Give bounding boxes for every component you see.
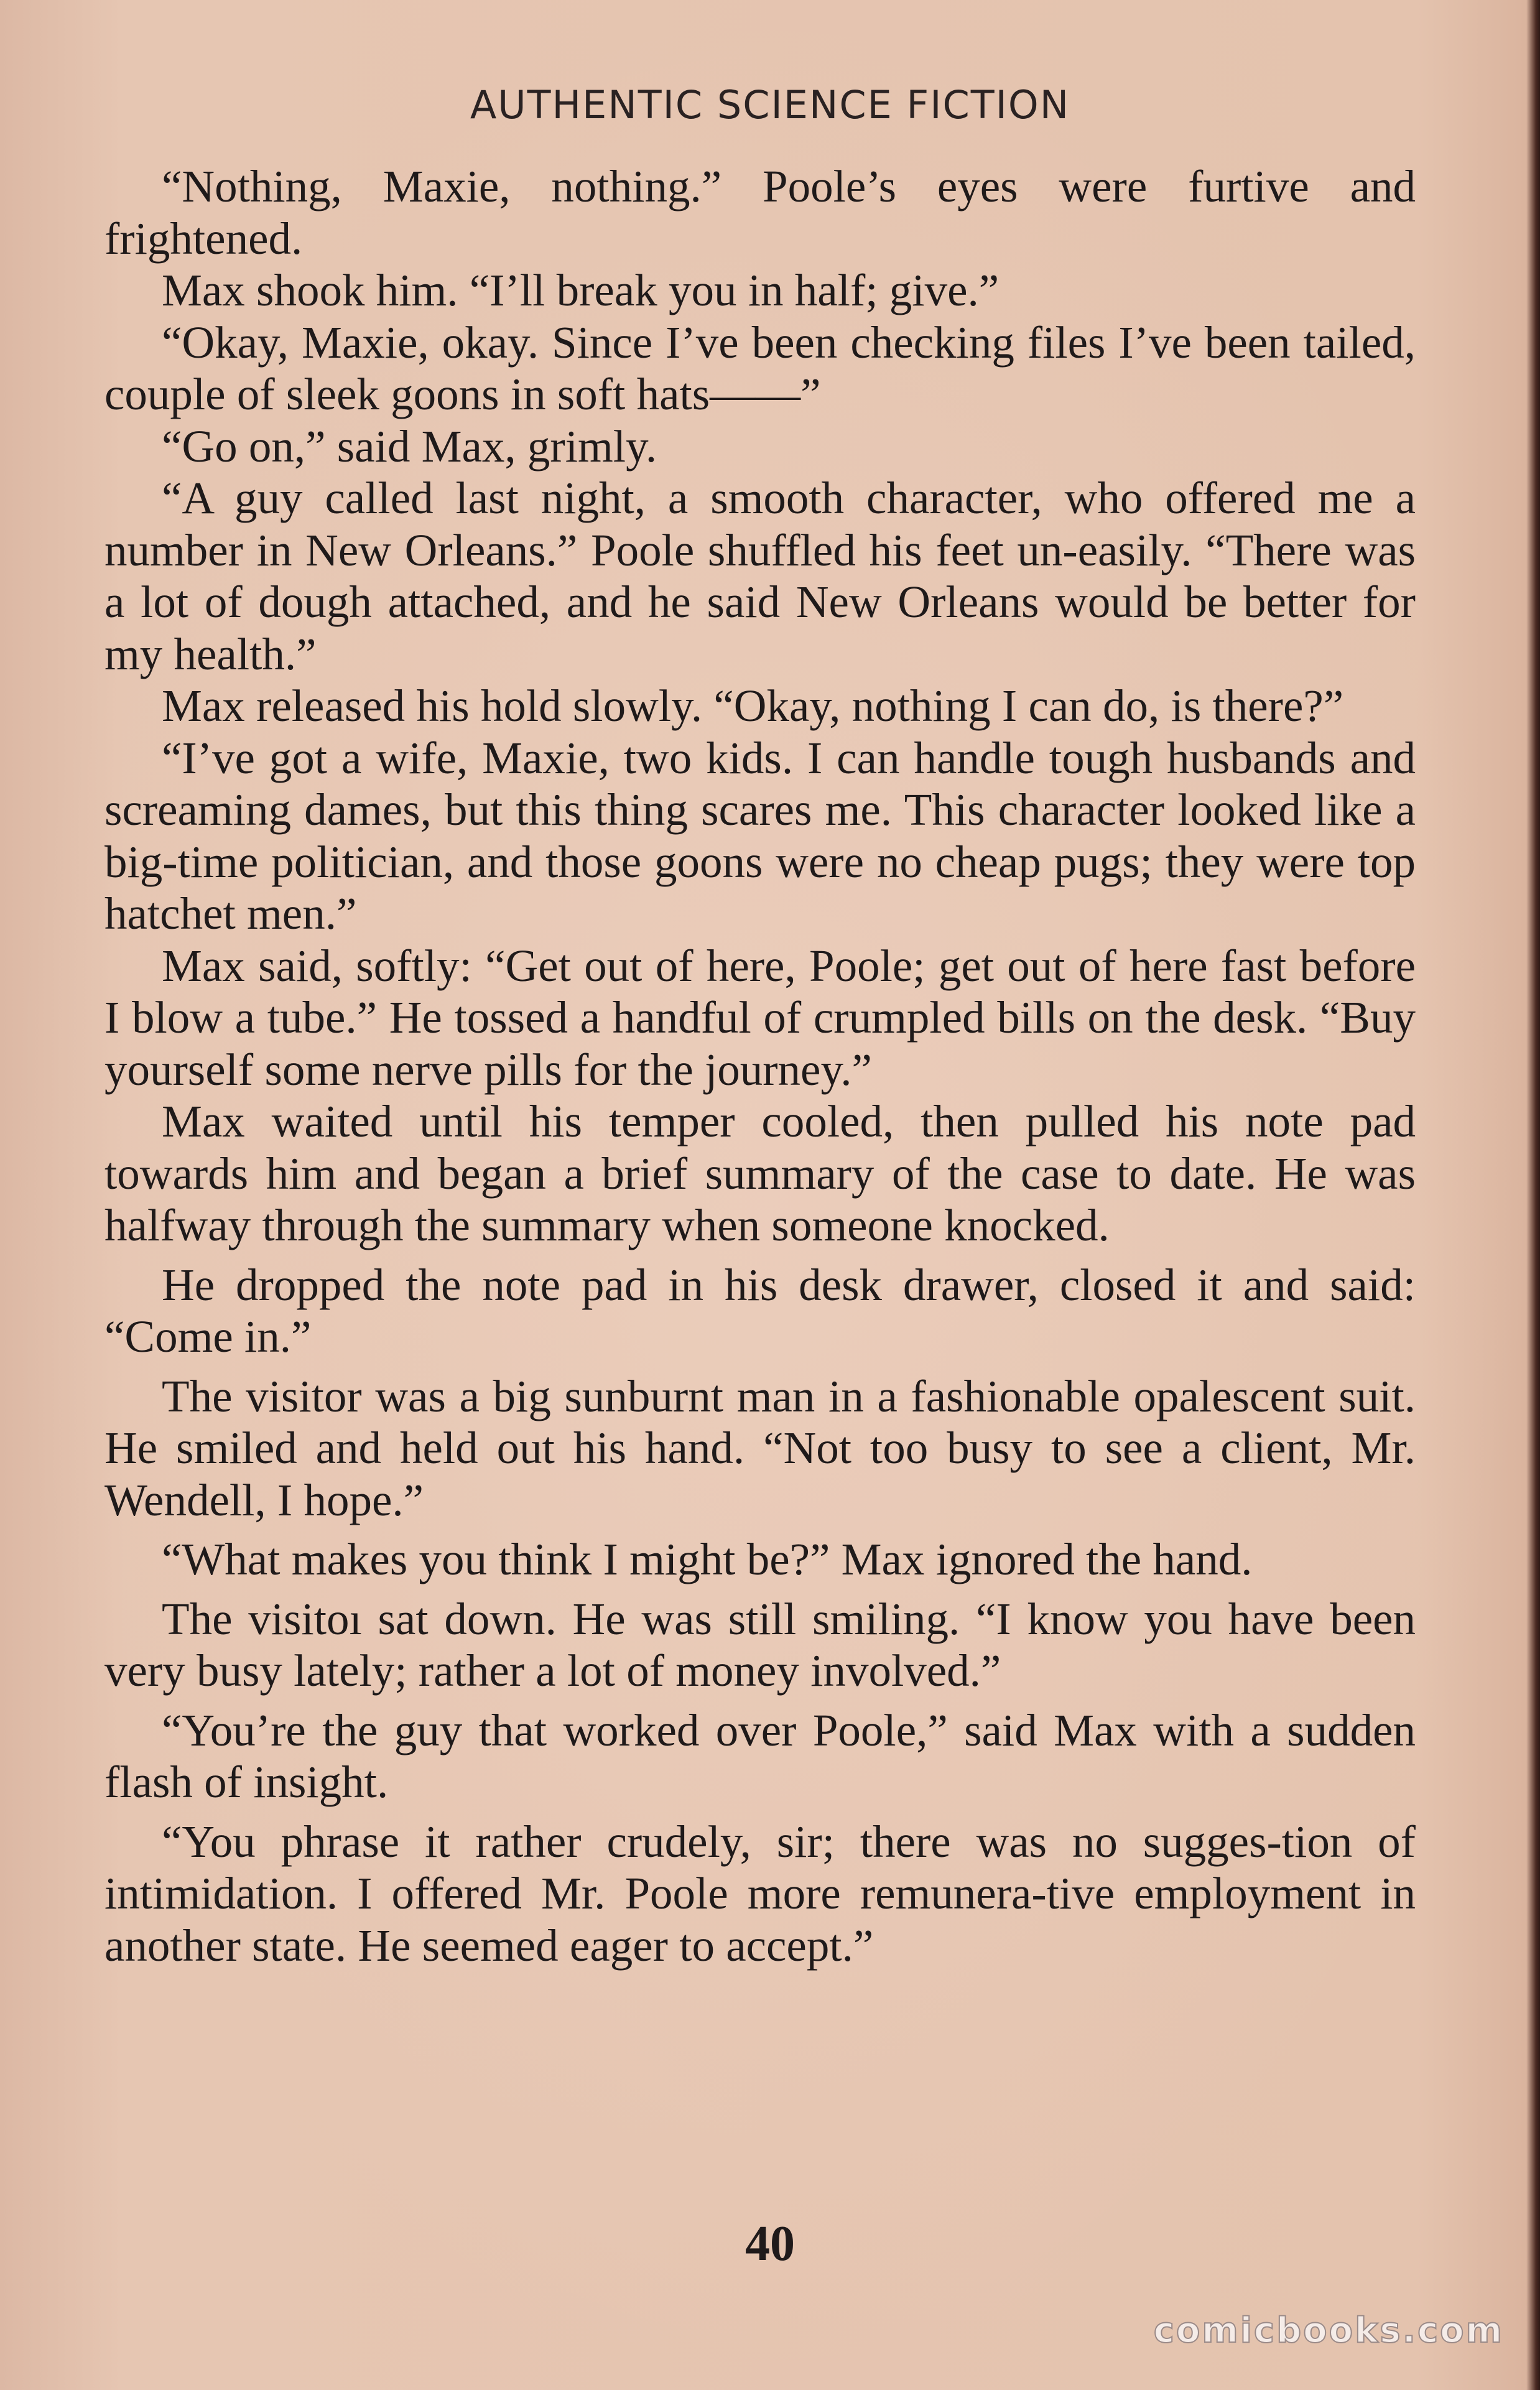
paragraph: “Okay, Maxie, okay. Since I’ve been checking files I’ve been tailed, couple of sleek goons in soft hats——” [104, 317, 1416, 419]
paragraph: “You’re the guy that worked over Poole,” said Max with a sudden flash of insight. [104, 1704, 1416, 1807]
paragraph: The visitoı sat down. He was still smiling. “I know you have been very busy lately; rather a lot of money involved.” [104, 1593, 1416, 1696]
paragraph: He dropped the note pad in his desk drawer, closed it and said: “Come in.” [104, 1259, 1416, 1362]
paragraph: “You phrase it rather crudely, sir; there was no sugges-tion of intimidation. I offered Mr. Poole more remunera-tive employment in another state. He seemed eager to accept.” [104, 1816, 1416, 1971]
paragraph: “Go on,” said Max, grimly. [162, 421, 657, 472]
paragraph: Max said, softly: “Get out of here, Poole; get out of here fast before I blow a tube.” He tossed a handful of crumpled bills on the desk. “Buy yourself some nerve pills for the journey.” [104, 940, 1416, 1095]
paragraph: “A guy called last night, a smooth character, who offered me a number in New Orleans.” Poole shuffled his feet un-easily. “There was a lot of dough attached, and he said New Orleans would be better for my health.” [104, 473, 1416, 679]
paragraph: “Nothing, Maxie, nothing.” Poole’s eyes were furtive and frightened. [104, 161, 1416, 264]
paragraph: Max shook him. “I’ll break you in half; give.” [162, 265, 1000, 315]
paragraph: “I’ve got a wife, Maxie, two kids. I can handle tough husbands and screaming dames, but this thing scares me. This character looked like a big-time politician, and those goons were no cheap pugs; they were top hatchet men.” [104, 732, 1416, 939]
page-edge-shadow [1526, 0, 1540, 2390]
page-number: 40 [745, 2216, 795, 2271]
paragraph: Max waited until his temper cooled, then pulled his note pad towards him and began a brief summary of the case to date. He was halfway through the summary when someone knocked. [104, 1096, 1416, 1250]
running-header: AUTHENTIC SCIENCE FICTION [470, 82, 1070, 128]
source-watermark: comicbooks.com [1153, 2310, 1504, 2351]
paragraph: Max released his hold slowly. “Okay, nothing I can do, is there?” [162, 681, 1344, 731]
paragraph: The visitor was a big sunburnt man in a fashionable opalescent suit. He smiled and held out his hand. “Not too busy to see a client, Mr. Wendell, I hope.” [104, 1370, 1416, 1525]
page-body [104, 160, 1416, 1971]
paragraph: “What makes you think I might be?” Max ignored the hand. [162, 1534, 1253, 1584]
